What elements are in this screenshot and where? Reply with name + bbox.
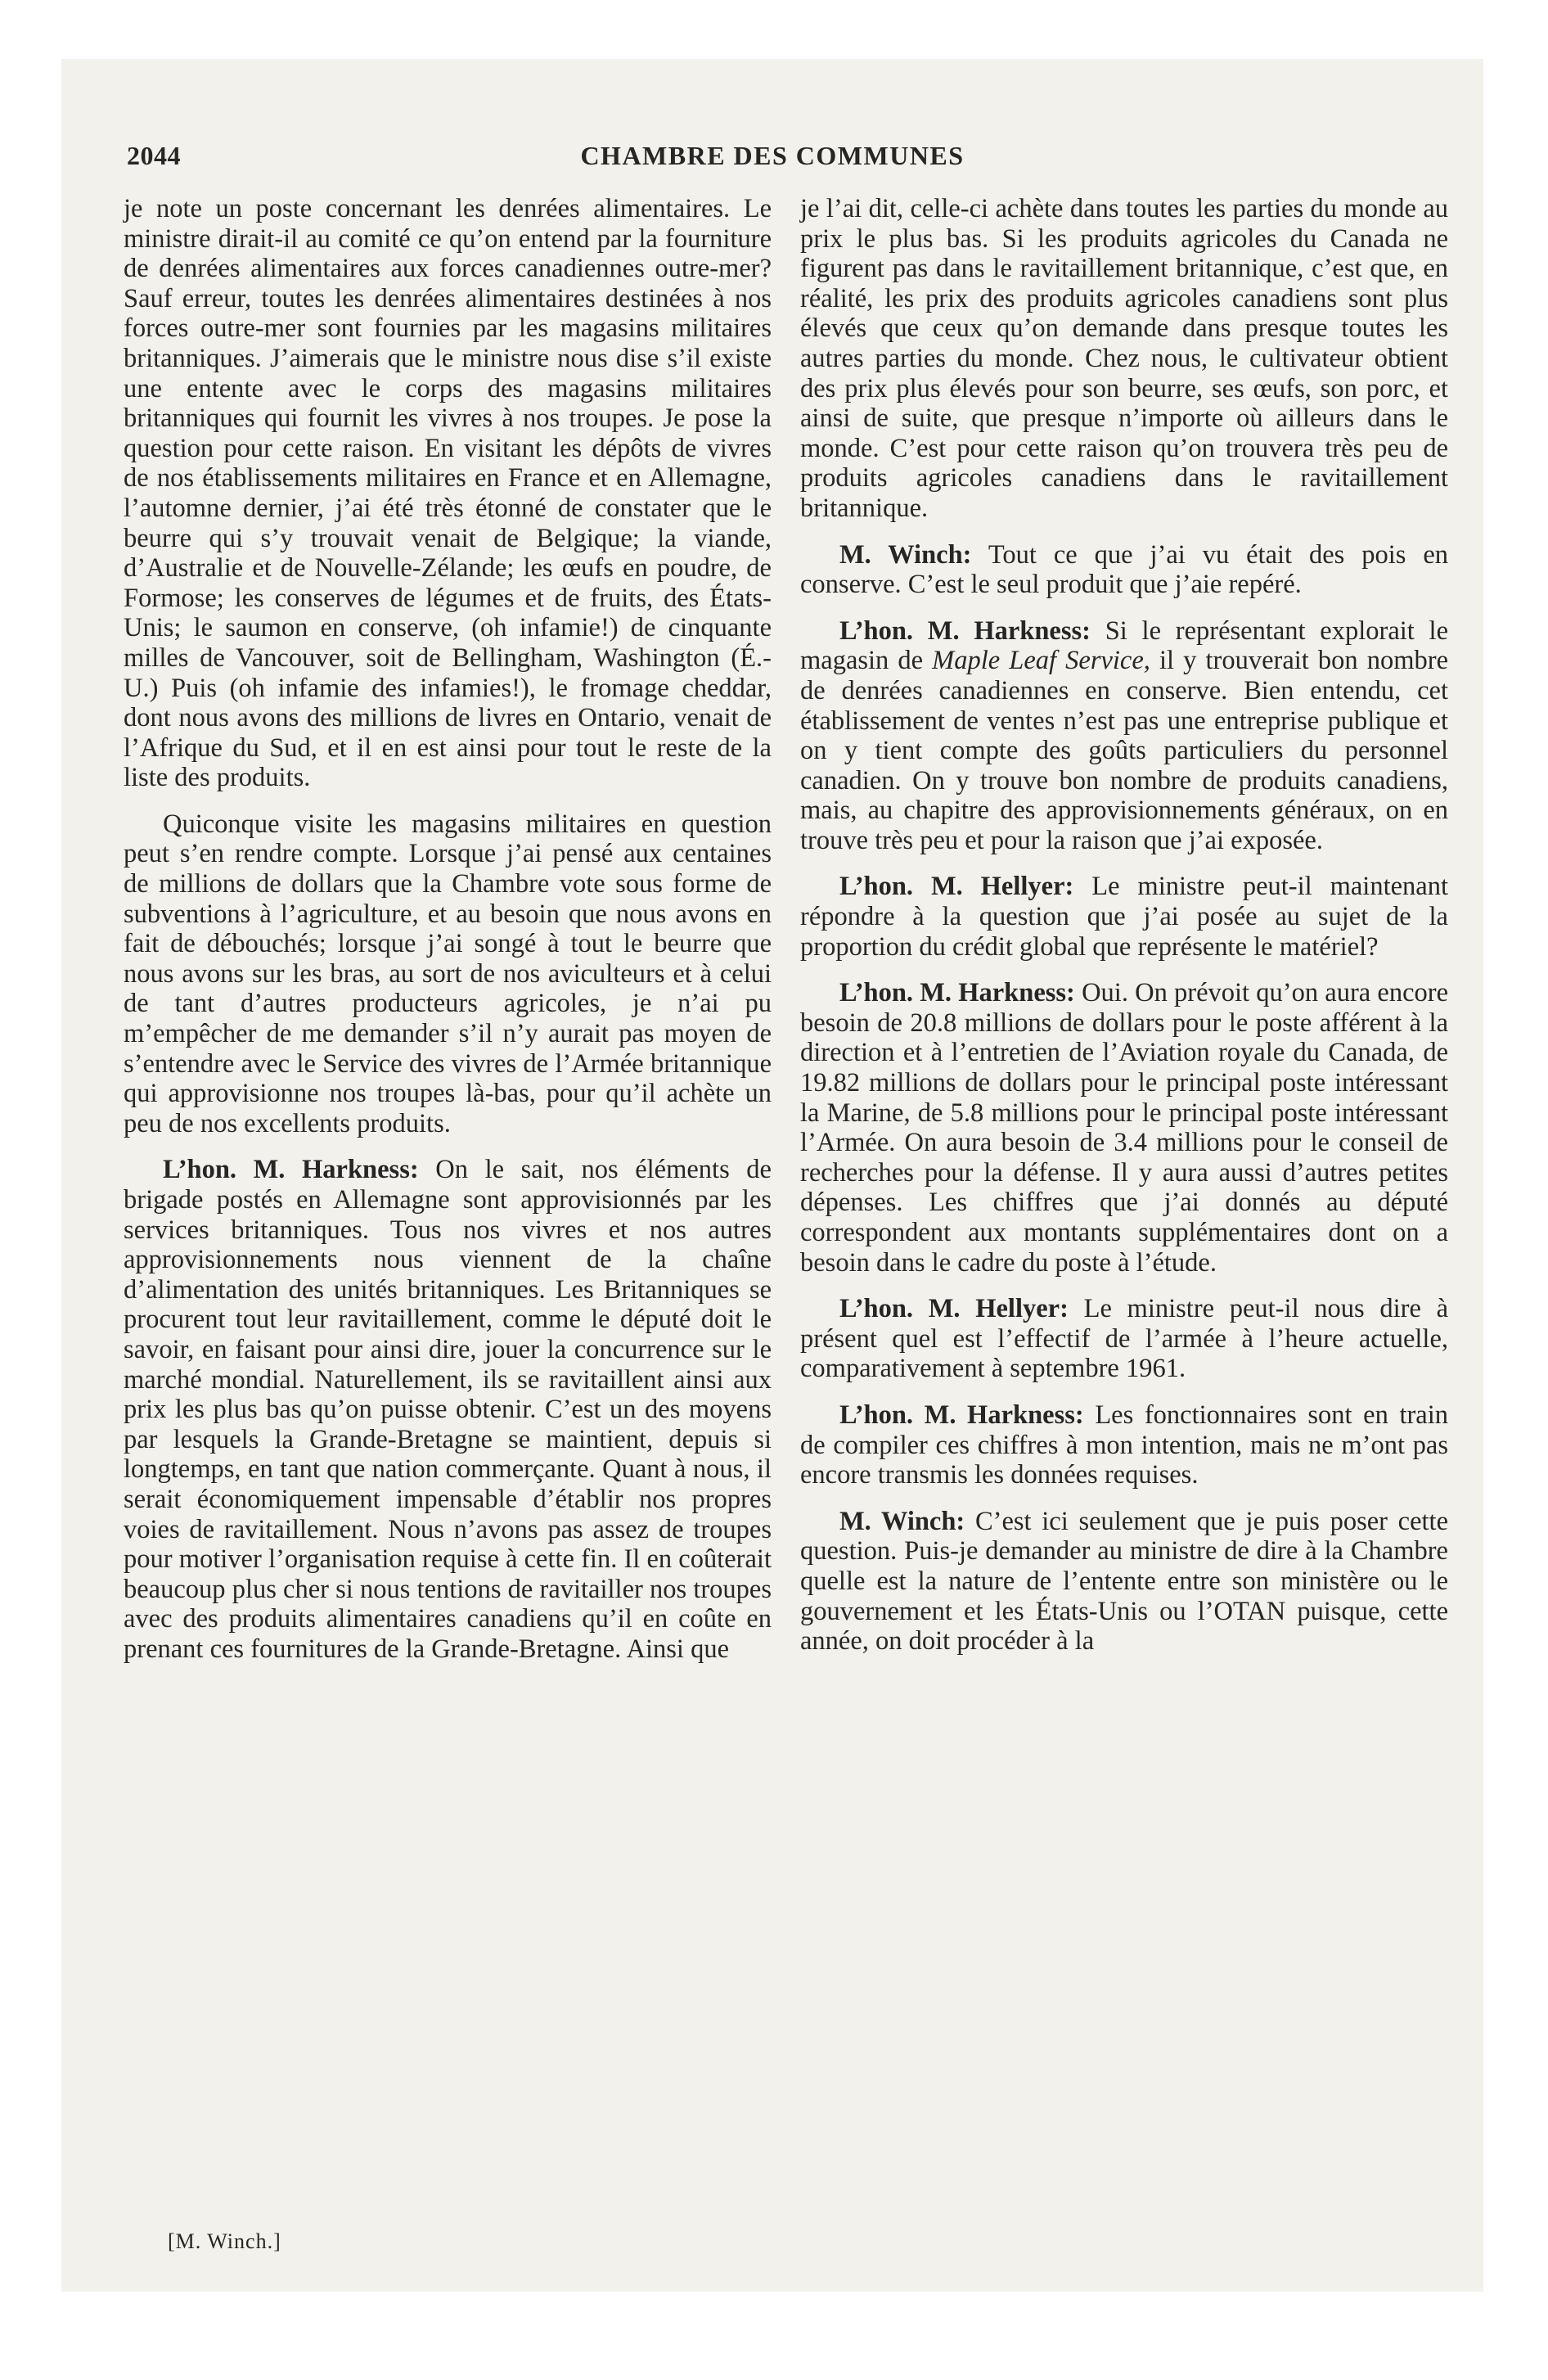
paragraph: Quiconque visite les magasins militaires en question peut s’en rendre compte. Lorsque j’ai pensé aux centaines de millions de dollars que la Chambre vote sous forme de subventions à l’agriculture, et au besoin que nous avons en fait de débouchés; lorsque j’ai songé à tout le beurre que nous avons sur les bras, au sort de nos aviculteurs et à celui de tant d’autres producteurs agricoles, je n’ai pu m’empêcher de me demander s’il n’y aurait pas moyen de s’entendre avec le Service des vivres de l’Armée britannique qui approvisionne nos troupes là-bas, pour qu’il achète un peu de nos excellents produits. [124, 809, 772, 1138]
speaker-name: L’hon. M. Harkness: [839, 978, 1075, 1008]
paragraph [800, 1294, 1448, 1384]
speech-text: Tout ce que j’ai vu était des pois en conserve. C’est le seul produit que j’aie repéré. [800, 539, 1448, 600]
speaker-name: L’hon. M. Harkness: [163, 1155, 419, 1185]
speech-text: Oui. On prévoit qu’on aura encore besoin de 20.8 millions de dollars pour le poste afférent à la direction et à l’entretien de l’Aviation royale du Canada, de 19.82 millions de dollars pour le principal poste intéressant la Marine, de 5.8 millions pour le principal poste intéressant l’Armée. On aura besoin de 3.4 millions pour le conseil de recherches pour la défense. Il y aura aussi d’autres petites dépenses. Les chiffres que j’ai donnés au député correspondent aux montants supplémentaires dont on a besoin dans le cadre du poste à l’étude. [800, 978, 1448, 1278]
left-column [124, 194, 772, 1681]
speech-text: Si le représentant explorait le magasin de [800, 615, 1449, 676]
paragraph: je note un poste concernant les denrées alimentaires. Le ministre dirait-il au comité ce qu’on entend par la fourniture de denrées alimentaires aux forces canadiennes outre-mer? Sauf erreur, toutes les denrées alimentaires destinées à nos forces outre-mer sont fournies par les magasins militaires britanniques. J’aimerais que le ministre nous dise s’il existe une entente avec le corps des magasins militaires britanniques qui fournit les vivres à nos troupes. Je pose la question pour cette raison. En visitant les dépôts de vivres de nos établissements militaires en France et en Allemagne, l’automne dernier, j’ai été très étonné de constater que le beurre qui s’y trouvait venait de Belgique; la viande, d’Australie et de Nouvelle-Zélande; les œufs en poudre, de Formose; les conserves de légumes et de fruits, des États-Unis; le saumon en conserve, (oh infamie!) de cinquante milles de Vancouver, soit de Bellingham, Washington (É.-U.) Puis (oh infamie des infamies!), le fromage cheddar, dont nous avons des millions de livres en Ontario, venait de l’Afrique du Sud, et il en est ainsi pour tout le reste de la liste des produits. [124, 194, 772, 793]
document-page [61, 59, 1483, 2292]
speech-text: On le sait, nos éléments de brigade postés en Allemagne sont approvisionnés par les services britanniques. Tous nos vivres et nos autres approvisionnements nous viennent de la chaîne d’alimentation des unités britanniques. Les Britanniques se procurent tout leur ravitaillement, comme le député doit le savoir, en faisant pour ainsi dire, jouer la concurrence sur le marché mondial. Naturellement, ils se ravitaillent ainsi aux prix les plus bas qu’on puisse obtenir. C’est un des moyens par lesquels la Grande-Bretagne se maintient, depuis si longtemps, en tant que nation commerçante. Quant à nous, il serait économiquement impensable d’établir nos propres voies de ravitaillement. Nous n’avons pas assez de troupes pour motiver l’organisation requise à cette fin. Il en coûterait beaucoup plus cher si nous tentions de ravitailler nos troupes avec des produits alimentaires canadiens qu’il en coûte en prenant ces fournitures de la Grande-Bretagne. Ainsi que [124, 1155, 772, 1664]
paragraph: je l’ai dit, celle-ci achète dans toutes les parties du monde au prix le plus bas. Si les produits agricoles du Canada ne figurent pas dans le ravitaillement britannique, c’est que, en réalité, les prix des produits agricoles canadiens sont plus élevés que ceux qu’on demande dans presque toutes les autres parties du monde. Chez nous, le cultivateur obtient des prix plus élevés pour son beurre, ses œufs, son porc, et ainsi de suite, que presque n’importe où ailleurs dans le monde. C’est pour cette raison qu’on trouvera très peu de produits agricoles canadiens dans le ravitaillement britannique. [800, 194, 1448, 523]
speech-text: Les fonctionnaires sont en train de compiler ces chiffres à mon intention, mais ne m’ont pas encore transmis les données requises. [800, 1400, 1448, 1490]
speech-text: il y trouverait bon nombre de denrées canadiennes en conserve. Bien entendu, cet établissement de ventes n’est pas une entreprise publique et on y tient compte des goûts particuliers du personnel canadien. On y trouve bon nombre de produits canadiens, mais, au chapitre des approvisionnements généraux, on en trouve très peu et pour la raison que j’ai exposée. [800, 646, 1449, 855]
page-number: 2044 [127, 141, 181, 170]
speech-text: C’est ici seulement que je puis poser cette question. Puis-je demander au ministre de dire à la Chambre quelle est la nature de l’entente entre son ministère ou le gouvernement et les États-Unis ou l’OTAN puisque, cette année, on doit procéder à la [800, 1506, 1449, 1657]
paragraph [800, 978, 1448, 1278]
speech-text: Le ministre peut-il maintenant répondre à la question que j’ai posée au sujet de la proportion du crédit global que représente le matériel? [800, 872, 1448, 962]
page-header [127, 141, 1418, 178]
speaker-name: M. Winch: [839, 1506, 965, 1536]
speaker-name: L’hon. M. Harkness: [839, 1400, 1084, 1430]
paragraph [800, 616, 1448, 856]
italic-text: Maple Leaf Service, [932, 646, 1150, 676]
speaker-name: L’hon. M. Harkness: [839, 615, 1091, 646]
right-column [800, 194, 1448, 1673]
paragraph [800, 1400, 1448, 1490]
speech-text: Le ministre peut-il nous dire à présent quel est l’effectif de l’armée à l’heure actuelle, comparativement à septembre 1961. [800, 1294, 1448, 1384]
paragraph [800, 540, 1448, 600]
paragraph [124, 1155, 772, 1664]
running-title: CHAMBRE DES COMMUNES [580, 141, 965, 170]
speaker-name: M. Winch: [839, 539, 972, 570]
footer-speaker-reference: [M. Winch.] [168, 2229, 281, 2253]
speaker-name: L’hon. M. Hellyer: [839, 1294, 1069, 1324]
paragraph [800, 872, 1448, 962]
paragraph [800, 1507, 1448, 1657]
speaker-name: L’hon. M. Hellyer: [839, 872, 1074, 902]
